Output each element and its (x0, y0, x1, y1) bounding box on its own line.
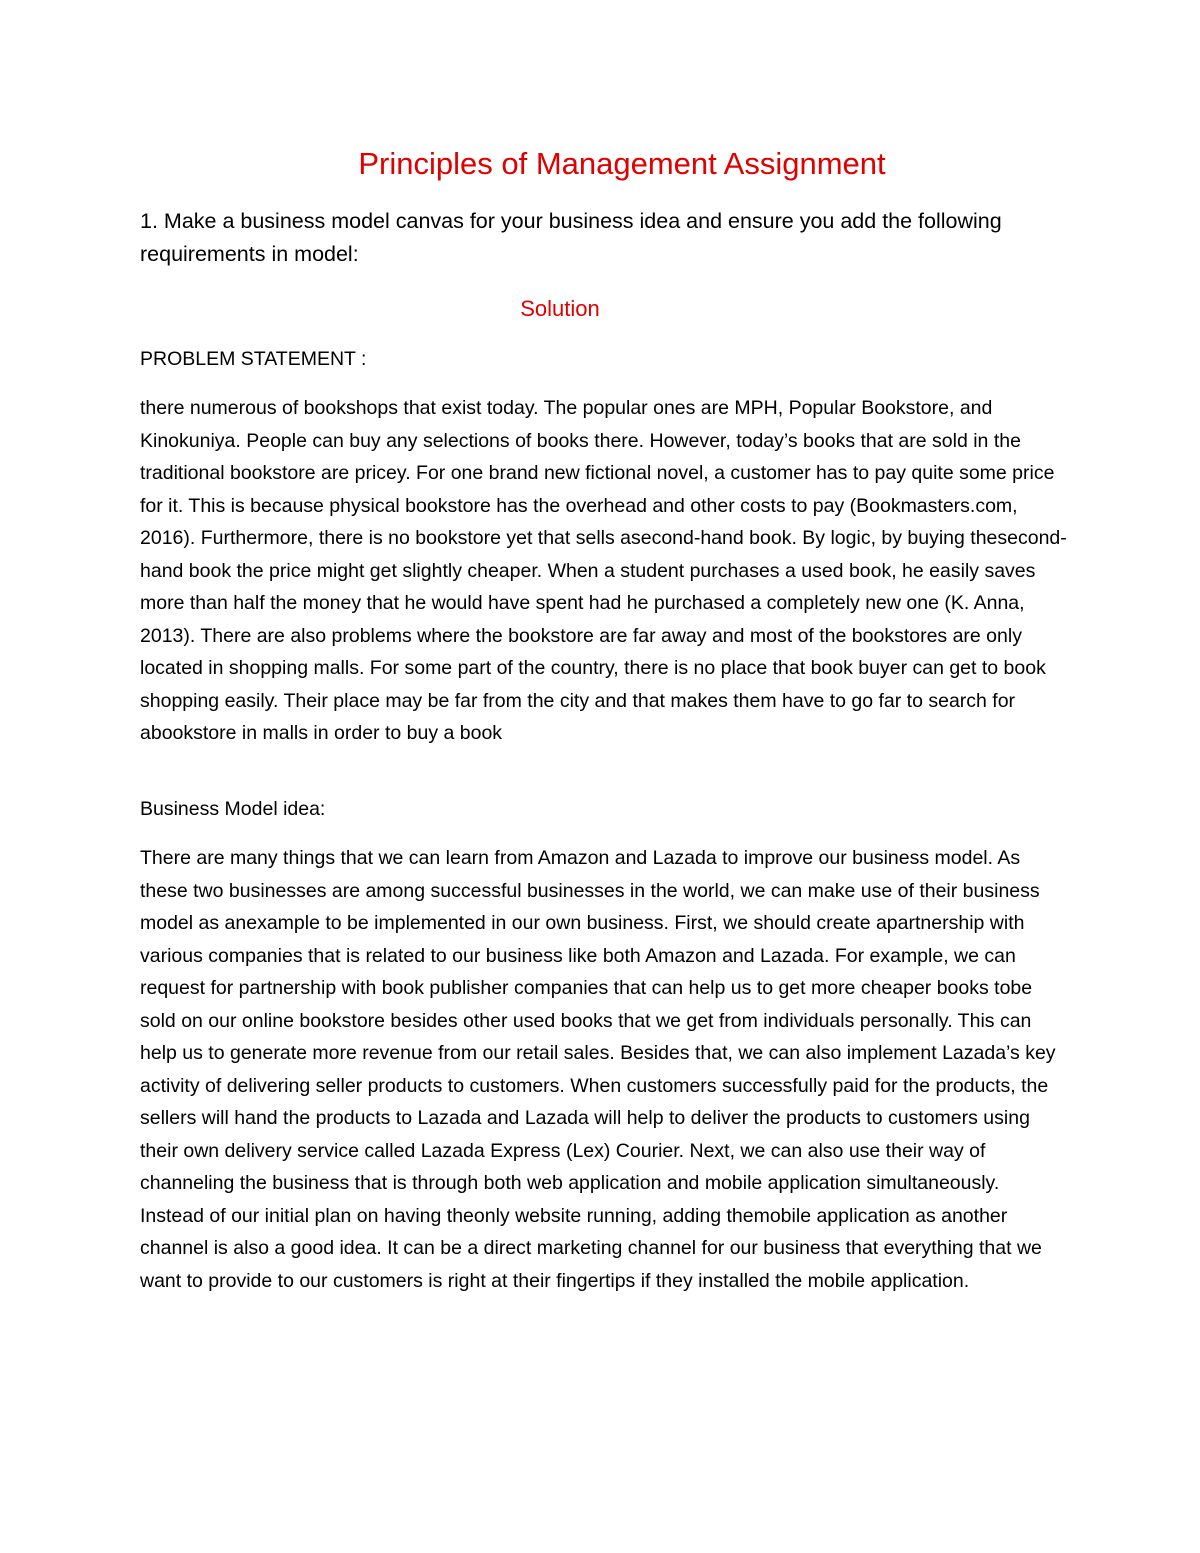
question-text: 1. Make a business model canvas for your business idea and ensure you add the following requirements in model: (140, 209, 1002, 266)
business-model-heading: Business Model idea: (140, 798, 326, 820)
problem-statement-paragraph: there numerous of bookshops that exist today. The popular ones are MPH, Popular Bookstore, and Kinokuniya. People can buy any selections of books there. However, today’s books that are sold in the traditional bookstore are pricey. For one brand new fictional novel, a customer has to pay quite some price for it. This is because physical bookstore has the overhead and other costs to pay (Bookmasters.com, 2016). Furthermore, there is no bookstore yet that sells asecond-hand book. By logic, by buying thesecond-hand book the price might get slightly cheaper. When a student purchases a used book, he easily saves more than half the money that he would have spent had he purchased a completely new one (K. Anna, 2013). There are also problems where the bookstore are far away and most of the bookstores are only located in shopping malls. For some part of the country, there is no place that book buyer can get to book shopping easily. Their place may be far from the city and that makes them have to go far to search for abookstore in malls in order to buy a book (140, 397, 1067, 744)
problem-statement-heading: PROBLEM STATEMENT : (140, 348, 367, 370)
business-model-paragraph: There are many things that we can learn from Amazon and Lazada to improve our business model. As these two businesses are among successful businesses in the world, we can make use of their business model as anexample to be implemented in our own business. First, we should create apartnership with various companies that is related to our business like both Amazon and Lazada. For example, we can request for partnership with book publisher companies that can help us to get more cheaper books tobe sold on our online bookstore besides other used books that we get from individuals personally. This can help us to generate more revenue from our retail sales. Besides that, we can also implement Lazada’s key activity of delivering seller products to customers. When customers successfully paid for the products, the sellers will hand the products to Lazada and Lazada will help to deliver the products to customers using their own delivery service called Lazada Express (Lex) Courier. Next, we can also use their way of channeling the business that is through both web application and mobile application simultaneously. Instead of our initial plan on having theonly website running, adding themobile application as another channel is also a good idea. It can be a direct marketing channel for our business that everything that we want to provide to our customers is right at their fingertips if they installed the mobile application. (140, 847, 1056, 1292)
page-title: Principles of Management Assignment (358, 146, 886, 181)
solution-heading: Solution (520, 296, 600, 321)
